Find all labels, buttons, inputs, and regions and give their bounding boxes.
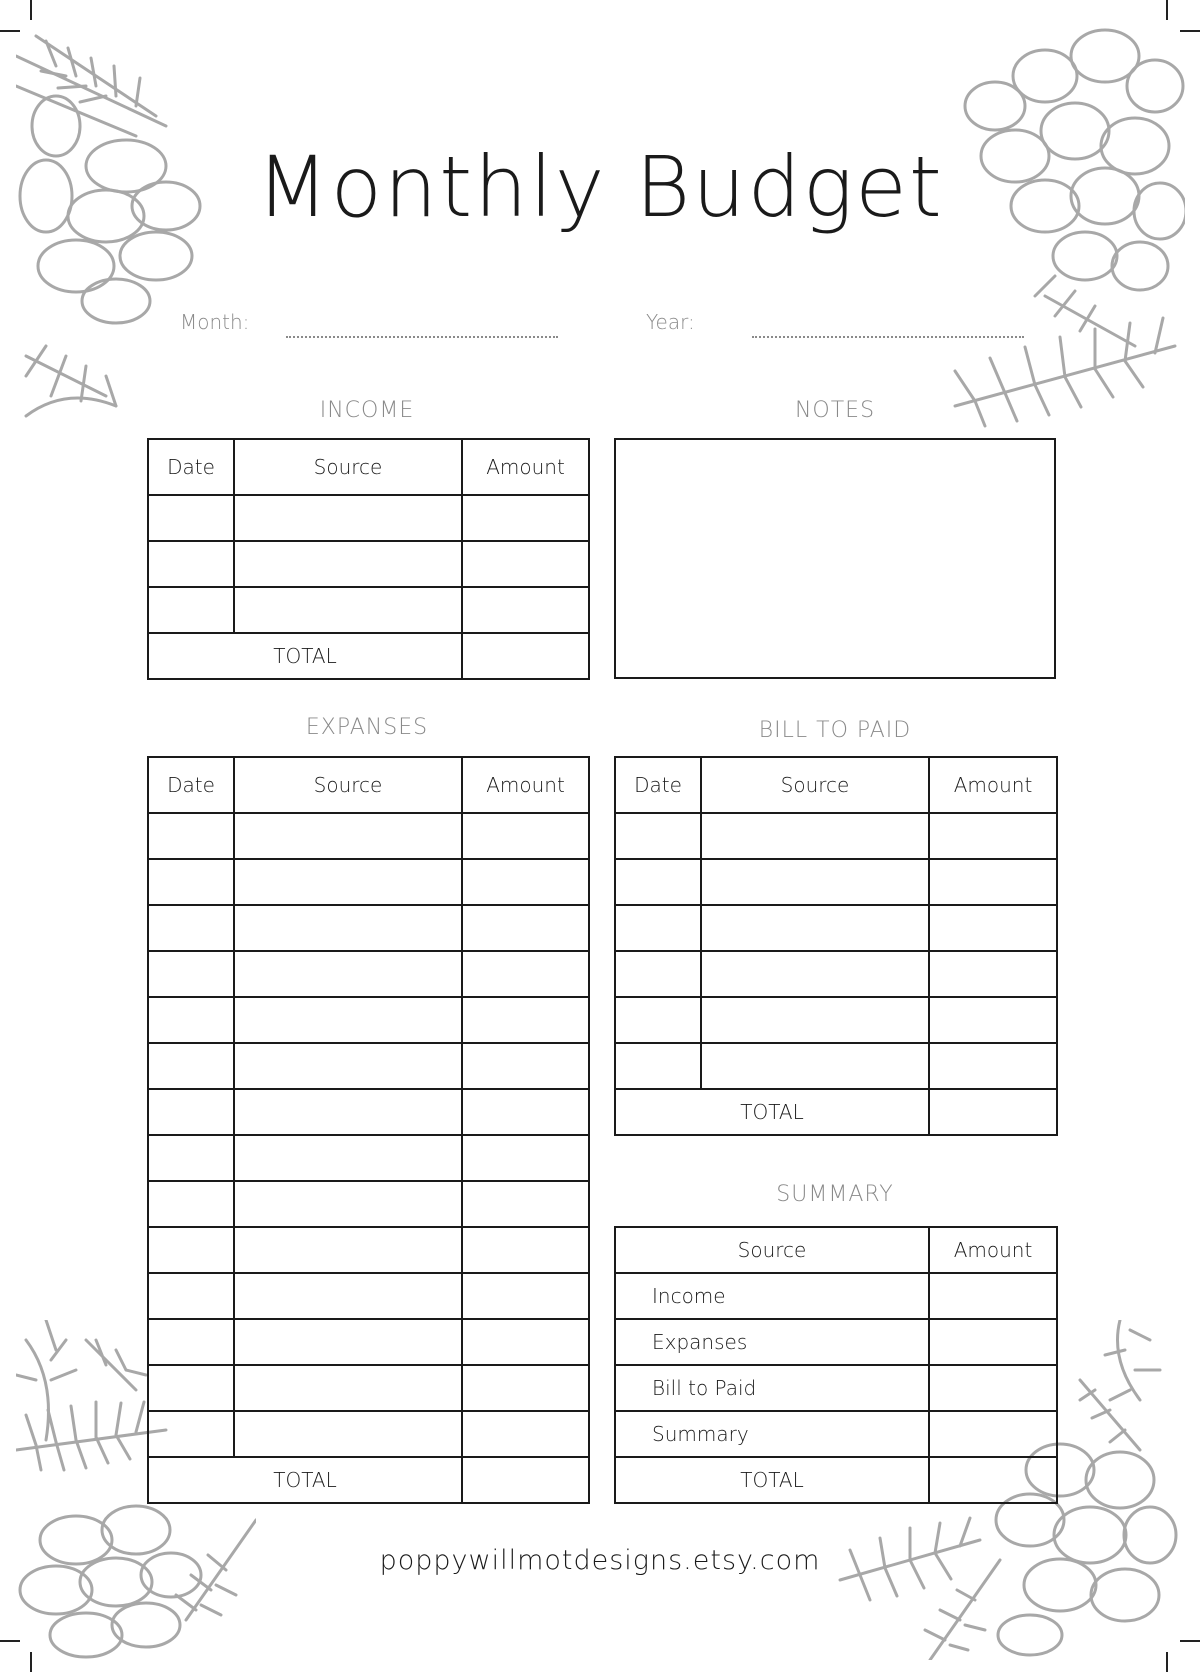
amount-cell[interactable] — [462, 1043, 589, 1089]
column-header: Source — [234, 757, 462, 813]
year-field[interactable] — [752, 336, 1024, 338]
date-cell[interactable] — [615, 1043, 701, 1089]
table-row — [615, 813, 1057, 859]
table-row — [148, 1181, 589, 1227]
table-row — [148, 587, 589, 633]
crop-mark — [1166, 0, 1168, 20]
date-cell[interactable] — [148, 1043, 234, 1089]
summary-row — [615, 1365, 1057, 1411]
crop-mark — [0, 30, 20, 32]
table-row — [615, 859, 1057, 905]
table-row — [148, 495, 589, 541]
expanses-table — [147, 756, 590, 1504]
amount-cell[interactable] — [929, 813, 1057, 859]
crop-mark — [0, 1640, 20, 1642]
column-header: Date — [615, 757, 701, 813]
notes-box[interactable] — [614, 438, 1056, 679]
source-cell[interactable] — [701, 905, 929, 951]
income-title: INCOME — [319, 398, 415, 423]
summary-row-label: Income — [615, 1273, 929, 1319]
table-header-row — [615, 1227, 1057, 1273]
source-cell[interactable] — [701, 997, 929, 1043]
column-header: Amount — [929, 757, 1057, 813]
total-row — [148, 1457, 589, 1503]
amount-cell[interactable] — [462, 1365, 589, 1411]
summary-row — [615, 1411, 1057, 1457]
date-cell[interactable] — [148, 541, 234, 587]
source-cell[interactable] — [234, 495, 462, 541]
column-header: Amount — [929, 1227, 1057, 1273]
table-row — [148, 1135, 589, 1181]
summary-title: SUMMARY — [776, 1182, 894, 1207]
date-cell[interactable] — [615, 997, 701, 1043]
summary-row-label: Bill to Paid — [615, 1365, 929, 1411]
amount-cell[interactable] — [462, 1227, 589, 1273]
amount-cell[interactable] — [462, 1273, 589, 1319]
date-cell[interactable] — [148, 587, 234, 633]
amount-cell[interactable] — [462, 859, 589, 905]
amount-cell[interactable] — [462, 1135, 589, 1181]
crop-mark — [30, 0, 32, 20]
date-cell[interactable] — [615, 905, 701, 951]
crop-mark — [30, 1652, 32, 1672]
summary-row-label: Summary — [615, 1411, 929, 1457]
date-cell[interactable] — [148, 859, 234, 905]
column-header: Date — [148, 439, 234, 495]
source-cell[interactable] — [234, 1135, 462, 1181]
table-header-row — [615, 757, 1057, 813]
amount-cell[interactable] — [462, 495, 589, 541]
source-cell[interactable] — [234, 813, 462, 859]
total-amount-cell[interactable] — [929, 1457, 1057, 1503]
table-row — [148, 1411, 589, 1457]
source-cell[interactable] — [234, 1089, 462, 1135]
source-cell[interactable] — [234, 905, 462, 951]
page-title: Monthly Budget — [256, 138, 944, 236]
column-header: Source — [701, 757, 929, 813]
source-cell[interactable] — [234, 587, 462, 633]
date-cell[interactable] — [148, 951, 234, 997]
table-header-row — [148, 439, 589, 495]
amount-cell[interactable] — [462, 1411, 589, 1457]
total-row — [148, 633, 589, 679]
source-cell[interactable] — [701, 813, 929, 859]
column-header: Amount — [462, 439, 589, 495]
source-cell[interactable] — [234, 951, 462, 997]
amount-cell[interactable] — [462, 813, 589, 859]
notes-title: NOTES — [794, 398, 876, 423]
amount-cell[interactable] — [929, 997, 1057, 1043]
summary-row — [615, 1273, 1057, 1319]
amount-cell[interactable] — [462, 905, 589, 951]
table-row — [148, 1043, 589, 1089]
date-cell[interactable] — [148, 1181, 234, 1227]
source-cell[interactable] — [234, 1319, 462, 1365]
total-row — [615, 1089, 1057, 1135]
date-cell[interactable] — [148, 1365, 234, 1411]
source-cell[interactable] — [234, 1411, 462, 1457]
summary-row — [615, 1319, 1057, 1365]
amount-cell[interactable] — [929, 905, 1057, 951]
table-row — [148, 813, 589, 859]
amount-cell[interactable] — [929, 1319, 1057, 1365]
source-cell[interactable] — [234, 1181, 462, 1227]
total-label: TOTAL — [148, 633, 462, 679]
amount-cell[interactable] — [929, 951, 1057, 997]
total-label: TOTAL — [148, 1457, 462, 1503]
crop-mark — [1166, 1652, 1168, 1672]
date-cell[interactable] — [148, 1227, 234, 1273]
total-amount-cell[interactable] — [462, 633, 589, 679]
date-cell[interactable] — [148, 1089, 234, 1135]
table-row — [615, 997, 1057, 1043]
date-cell[interactable] — [615, 813, 701, 859]
date-cell[interactable] — [148, 1411, 234, 1457]
month-field[interactable] — [286, 336, 558, 338]
income-table — [147, 438, 590, 680]
table-header-row — [148, 757, 589, 813]
table-row — [148, 859, 589, 905]
total-amount-cell[interactable] — [929, 1089, 1057, 1135]
amount-cell[interactable] — [462, 1319, 589, 1365]
date-cell[interactable] — [148, 1273, 234, 1319]
column-header: Amount — [462, 757, 589, 813]
amount-cell[interactable] — [929, 859, 1057, 905]
column-header: Source — [234, 439, 462, 495]
source-cell[interactable] — [701, 859, 929, 905]
table-row — [148, 1319, 589, 1365]
total-label: TOTAL — [615, 1089, 929, 1135]
amount-cell[interactable] — [929, 1043, 1057, 1089]
amount-cell[interactable] — [929, 1273, 1057, 1319]
date-cell[interactable] — [148, 495, 234, 541]
summary-row-label: Expanses — [615, 1319, 929, 1365]
crop-mark — [1180, 30, 1200, 32]
column-header: Date — [148, 757, 234, 813]
table-row — [148, 1089, 589, 1135]
date-cell[interactable] — [148, 997, 234, 1043]
amount-cell[interactable] — [462, 541, 589, 587]
bills-table — [614, 756, 1058, 1136]
table-row — [148, 1227, 589, 1273]
source-cell[interactable] — [234, 1273, 462, 1319]
source-cell[interactable] — [701, 1043, 929, 1089]
footer-url: poppywillmotdesigns.etsy.com — [379, 1545, 821, 1576]
source-cell[interactable] — [234, 859, 462, 905]
source-cell[interactable] — [701, 951, 929, 997]
total-amount-cell[interactable] — [462, 1457, 589, 1503]
table-row — [615, 905, 1057, 951]
expanses-title: EXPANSES — [305, 715, 429, 740]
amount-cell[interactable] — [462, 997, 589, 1043]
total-row — [615, 1457, 1057, 1503]
total-label: TOTAL — [615, 1457, 929, 1503]
amount-cell[interactable] — [462, 587, 589, 633]
table-row — [148, 951, 589, 997]
date-cell[interactable] — [148, 813, 234, 859]
amount-cell[interactable] — [462, 1089, 589, 1135]
amount-cell[interactable] — [462, 1181, 589, 1227]
bills-title: BILL TO PAID — [758, 718, 912, 743]
table-row — [148, 997, 589, 1043]
source-cell[interactable] — [234, 997, 462, 1043]
source-cell[interactable] — [234, 1043, 462, 1089]
crop-mark — [1180, 1640, 1200, 1642]
amount-cell[interactable] — [929, 1365, 1057, 1411]
column-header: Source — [615, 1227, 929, 1273]
table-row — [615, 1043, 1057, 1089]
date-cell[interactable] — [148, 1319, 234, 1365]
table-row — [148, 541, 589, 587]
date-cell[interactable] — [615, 951, 701, 997]
year-label: Year: — [646, 310, 695, 334]
date-cell[interactable] — [148, 905, 234, 951]
source-cell[interactable] — [234, 1365, 462, 1411]
table-row — [148, 905, 589, 951]
amount-cell[interactable] — [462, 951, 589, 997]
date-cell[interactable] — [148, 1135, 234, 1181]
source-cell[interactable] — [234, 541, 462, 587]
month-label: Month: — [180, 310, 250, 334]
table-row — [148, 1365, 589, 1411]
table-row — [148, 1273, 589, 1319]
date-cell[interactable] — [615, 859, 701, 905]
source-cell[interactable] — [234, 1227, 462, 1273]
table-row — [615, 951, 1057, 997]
amount-cell[interactable] — [929, 1411, 1057, 1457]
summary-table — [614, 1226, 1058, 1504]
